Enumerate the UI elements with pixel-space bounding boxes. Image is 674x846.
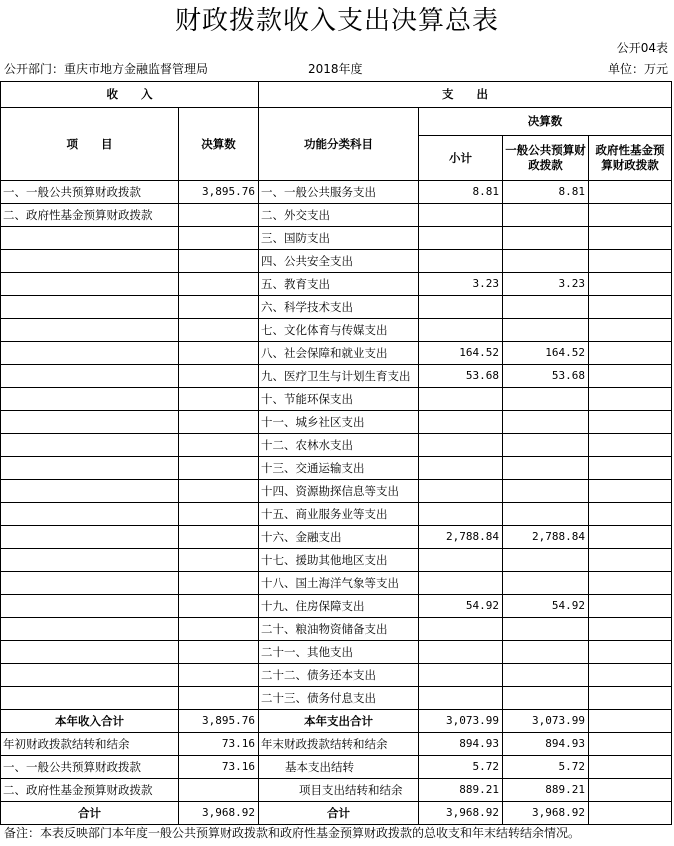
income-amount-cell (179, 388, 259, 411)
gov-fund-column-header: 政府性基金预算财政拨款 (589, 136, 672, 181)
gov-fund-cell (589, 296, 672, 319)
table-row (1, 227, 672, 250)
subtotal-cell (419, 227, 503, 250)
subtotal-cell (419, 664, 503, 687)
summary-expenditure-item: 基本支出结转 (259, 756, 419, 779)
expenditure-item-cell: 十九、住房保障支出 (259, 595, 419, 618)
table-row (1, 365, 672, 388)
income-amount-cell (179, 457, 259, 480)
income-amount-cell (179, 204, 259, 227)
table-row (1, 388, 672, 411)
function-category-column-header: 功能分类科目 (259, 108, 419, 181)
table-row (1, 549, 672, 572)
summary-subtotal: 3,968.92 (419, 802, 503, 825)
expenditure-item-cell: 十、节能环保支出 (259, 388, 419, 411)
income-item-cell (1, 503, 179, 526)
expenditure-item-cell: 二十三、债务付息支出 (259, 687, 419, 710)
general-budget-cell (503, 687, 589, 710)
expenditure-item-cell: 十七、援助其他地区支出 (259, 549, 419, 572)
income-item-cell (1, 549, 179, 572)
expenditure-item-cell: 七、文化体育与传媒支出 (259, 319, 419, 342)
income-amount-cell (179, 365, 259, 388)
income-amount-cell (179, 273, 259, 296)
summary-row (1, 779, 672, 802)
expenditure-item-cell: 九、医疗卫生与计划生育支出 (259, 365, 419, 388)
summary-expenditure-item: 项目支出结转和结余 (259, 779, 419, 802)
summary-subtotal: 5.72 (419, 756, 503, 779)
subtotal-cell: 53.68 (419, 365, 503, 388)
income-amount-cell (179, 480, 259, 503)
expenditure-item-cell: 十二、农林水支出 (259, 434, 419, 457)
subtotal-cell (419, 296, 503, 319)
gov-fund-cell (589, 388, 672, 411)
summary-income-item: 一、一般公共预算财政拨款 (1, 756, 179, 779)
summary-general-budget: 3,073.99 (503, 710, 589, 733)
income-amount-cell (179, 618, 259, 641)
gov-fund-cell (589, 227, 672, 250)
income-item-cell (1, 365, 179, 388)
table-row (1, 411, 672, 434)
summary-income-amount: 73.16 (179, 733, 259, 756)
gov-fund-cell (589, 342, 672, 365)
general-budget-cell (503, 388, 589, 411)
expenditure-item-cell: 二十二、债务还本支出 (259, 664, 419, 687)
income-amount-cell (179, 572, 259, 595)
table-row (1, 664, 672, 687)
income-amount-cell (179, 411, 259, 434)
gov-fund-cell (589, 411, 672, 434)
form-number: 公开04表 (616, 41, 668, 55)
general-budget-cell (503, 572, 589, 595)
gov-fund-cell (589, 319, 672, 342)
table-row (1, 319, 672, 342)
expenditure-item-cell: 十五、商业服务业等支出 (259, 503, 419, 526)
summary-income-amount: 73.16 (179, 756, 259, 779)
gov-fund-cell (589, 526, 672, 549)
income-section-header: 收 入 (1, 82, 259, 108)
footnote: 备注：本表反映部门本年度一般公共预算财政拨款和政府性基金预算财政拨款的总收支和年末结转结余情况。 (4, 826, 581, 840)
gov-fund-cell (589, 273, 672, 296)
general-budget-cell (503, 641, 589, 664)
income-item-cell (1, 319, 179, 342)
subtotal-cell (419, 641, 503, 664)
table-row (1, 503, 672, 526)
report-title: 财政拨款收入支出决算总表 (174, 6, 499, 36)
summary-income-amount (179, 779, 259, 802)
general-budget-cell (503, 319, 589, 342)
summary-gov-fund (589, 710, 672, 733)
gov-fund-cell (589, 664, 672, 687)
gov-fund-cell (589, 641, 672, 664)
income-item-cell (1, 457, 179, 480)
gov-fund-cell (589, 687, 672, 710)
income-item-cell (1, 250, 179, 273)
gov-fund-cell (589, 250, 672, 273)
summary-income-item: 合计 (1, 802, 179, 825)
general-budget-cell (503, 503, 589, 526)
summary-gov-fund (589, 802, 672, 825)
income-amount-cell (179, 641, 259, 664)
summary-gov-fund (589, 756, 672, 779)
table-row (1, 342, 672, 365)
subtotal-cell: 164.52 (419, 342, 503, 365)
table-row (1, 204, 672, 227)
income-item-cell (1, 296, 179, 319)
subtotal-cell: 54.92 (419, 595, 503, 618)
subtotal-column-header: 小计 (419, 136, 503, 181)
header-row-sections (1, 82, 672, 108)
subtotal-cell (419, 319, 503, 342)
income-amount-cell (179, 503, 259, 526)
income-item-cell (1, 664, 179, 687)
table-row (1, 181, 672, 204)
table-row (1, 687, 672, 710)
income-amount-cell (179, 434, 259, 457)
table-row (1, 526, 672, 549)
summary-gov-fund (589, 779, 672, 802)
expenditure-item-cell: 十一、城乡社区支出 (259, 411, 419, 434)
general-budget-cell: 2,788.84 (503, 526, 589, 549)
table-row (1, 572, 672, 595)
gov-fund-cell (589, 365, 672, 388)
summary-income-item: 二、政府性基金预算财政拨款 (1, 779, 179, 802)
income-item-cell (1, 480, 179, 503)
gov-fund-cell (589, 480, 672, 503)
table-row (1, 434, 672, 457)
subtotal-cell (419, 572, 503, 595)
income-item-cell (1, 572, 179, 595)
general-budget-cell: 53.68 (503, 365, 589, 388)
expenditure-item-cell: 六、科学技术支出 (259, 296, 419, 319)
income-amount-cell (179, 296, 259, 319)
income-item-cell (1, 526, 179, 549)
subtotal-cell: 3.23 (419, 273, 503, 296)
summary-general-budget: 5.72 (503, 756, 589, 779)
expenditure-item-cell: 十八、国土海洋气象等支出 (259, 572, 419, 595)
expenditure-item-cell: 二十、粮油物资储备支出 (259, 618, 419, 641)
subtotal-cell (419, 618, 503, 641)
table-row (1, 273, 672, 296)
general-budget-cell (503, 204, 589, 227)
general-budget-cell: 3.23 (503, 273, 589, 296)
header-row-2 (1, 108, 672, 136)
subtotal-cell (419, 250, 503, 273)
general-budget-cell (503, 618, 589, 641)
table-row (1, 641, 672, 664)
summary-general-budget: 3,968.92 (503, 802, 589, 825)
income-item-cell (1, 388, 179, 411)
expenditure-item-cell: 二十一、其他支出 (259, 641, 419, 664)
general-budget-cell (503, 664, 589, 687)
summary-subtotal: 894.93 (419, 733, 503, 756)
expenditure-item-cell: 二、外交支出 (259, 204, 419, 227)
gov-fund-cell (589, 434, 672, 457)
general-budget-cell (503, 250, 589, 273)
subtotal-cell: 8.81 (419, 181, 503, 204)
summary-row (1, 756, 672, 779)
general-budget-cell: 54.92 (503, 595, 589, 618)
summary-row (1, 733, 672, 756)
income-item-cell (1, 687, 179, 710)
gov-fund-cell (589, 618, 672, 641)
subtotal-cell (419, 388, 503, 411)
subtotal-cell (419, 503, 503, 526)
income-amount-cell: 3,895.76 (179, 181, 259, 204)
expenditure-item-cell: 一、一般公共服务支出 (259, 181, 419, 204)
income-item-cell (1, 618, 179, 641)
income-amount-cell (179, 250, 259, 273)
department-label: 公开部门：重庆市地方金融监督管理局 (4, 62, 209, 76)
expenditure-item-cell: 八、社会保障和就业支出 (259, 342, 419, 365)
table-row (1, 480, 672, 503)
summary-income-item: 年初财政拨款结转和结余 (1, 733, 179, 756)
income-item-cell (1, 227, 179, 250)
expenditure-item-cell: 十六、金融支出 (259, 526, 419, 549)
subtotal-cell (419, 687, 503, 710)
general-budget-cell (503, 296, 589, 319)
summary-row (1, 802, 672, 825)
income-item-cell (1, 434, 179, 457)
subtotal-cell (419, 457, 503, 480)
budget-summary-table (0, 81, 672, 825)
summary-general-budget: 889.21 (503, 779, 589, 802)
income-amount-cell (179, 526, 259, 549)
general-budget-cell (503, 480, 589, 503)
table-row (1, 250, 672, 273)
subtotal-cell (419, 549, 503, 572)
expenditure-item-cell: 四、公共安全支出 (259, 250, 419, 273)
general-budget-column-header: 一般公共预算财政拨款 (503, 136, 589, 181)
gov-fund-cell (589, 572, 672, 595)
income-item-cell (1, 342, 179, 365)
summary-gov-fund (589, 733, 672, 756)
income-amount-cell (179, 342, 259, 365)
gov-fund-cell (589, 181, 672, 204)
income-item-cell (1, 595, 179, 618)
expenditure-item-cell: 五、教育支出 (259, 273, 419, 296)
unit-label: 单位：万元 (607, 62, 668, 76)
income-item-cell (1, 273, 179, 296)
general-budget-cell (503, 227, 589, 250)
expenditure-section-header: 支 出 (259, 82, 672, 108)
table-row (1, 457, 672, 480)
general-budget-cell (503, 411, 589, 434)
subtotal-cell (419, 434, 503, 457)
table-row (1, 595, 672, 618)
table-row (1, 618, 672, 641)
expenditure-item-cell: 十四、资源勘探信息等支出 (259, 480, 419, 503)
income-amount-cell (179, 227, 259, 250)
general-budget-cell: 8.81 (503, 181, 589, 204)
income-item-cell: 二、政府性基金预算财政拨款 (1, 204, 179, 227)
summary-subtotal: 889.21 (419, 779, 503, 802)
table-row (1, 296, 672, 319)
gov-fund-cell (589, 204, 672, 227)
income-amount-cell (179, 595, 259, 618)
summary-income-amount: 3,895.76 (179, 710, 259, 733)
summary-subtotal: 3,073.99 (419, 710, 503, 733)
expenditure-item-cell: 十三、交通运输支出 (259, 457, 419, 480)
income-amount-cell (179, 549, 259, 572)
income-item-cell: 一、一般公共预算财政拨款 (1, 181, 179, 204)
summary-row (1, 710, 672, 733)
income-amount-cell (179, 687, 259, 710)
general-budget-cell (503, 549, 589, 572)
gov-fund-cell (589, 549, 672, 572)
general-budget-cell (503, 457, 589, 480)
gov-fund-cell (589, 595, 672, 618)
item-column-header: 项 目 (1, 108, 179, 181)
subtotal-cell: 2,788.84 (419, 526, 503, 549)
summary-expenditure-item: 本年支出合计 (259, 710, 419, 733)
subtotal-cell (419, 411, 503, 434)
general-budget-cell: 164.52 (503, 342, 589, 365)
subtotal-cell (419, 480, 503, 503)
summary-income-amount: 3,968.92 (179, 802, 259, 825)
summary-general-budget: 894.93 (503, 733, 589, 756)
fiscal-year: 2018年度 (308, 62, 363, 76)
income-item-cell (1, 411, 179, 434)
gov-fund-cell (589, 457, 672, 480)
summary-expenditure-item: 年末财政拨款结转和结余 (259, 733, 419, 756)
summary-income-item: 本年收入合计 (1, 710, 179, 733)
subtotal-cell (419, 204, 503, 227)
final-amount-column-header: 决算数 (179, 108, 259, 181)
expenditure-item-cell: 三、国防支出 (259, 227, 419, 250)
expenditure-final-header: 决算数 (419, 108, 672, 136)
general-budget-cell (503, 434, 589, 457)
income-amount-cell (179, 664, 259, 687)
income-item-cell (1, 641, 179, 664)
income-amount-cell (179, 319, 259, 342)
gov-fund-cell (589, 503, 672, 526)
summary-expenditure-item: 合计 (259, 802, 419, 825)
